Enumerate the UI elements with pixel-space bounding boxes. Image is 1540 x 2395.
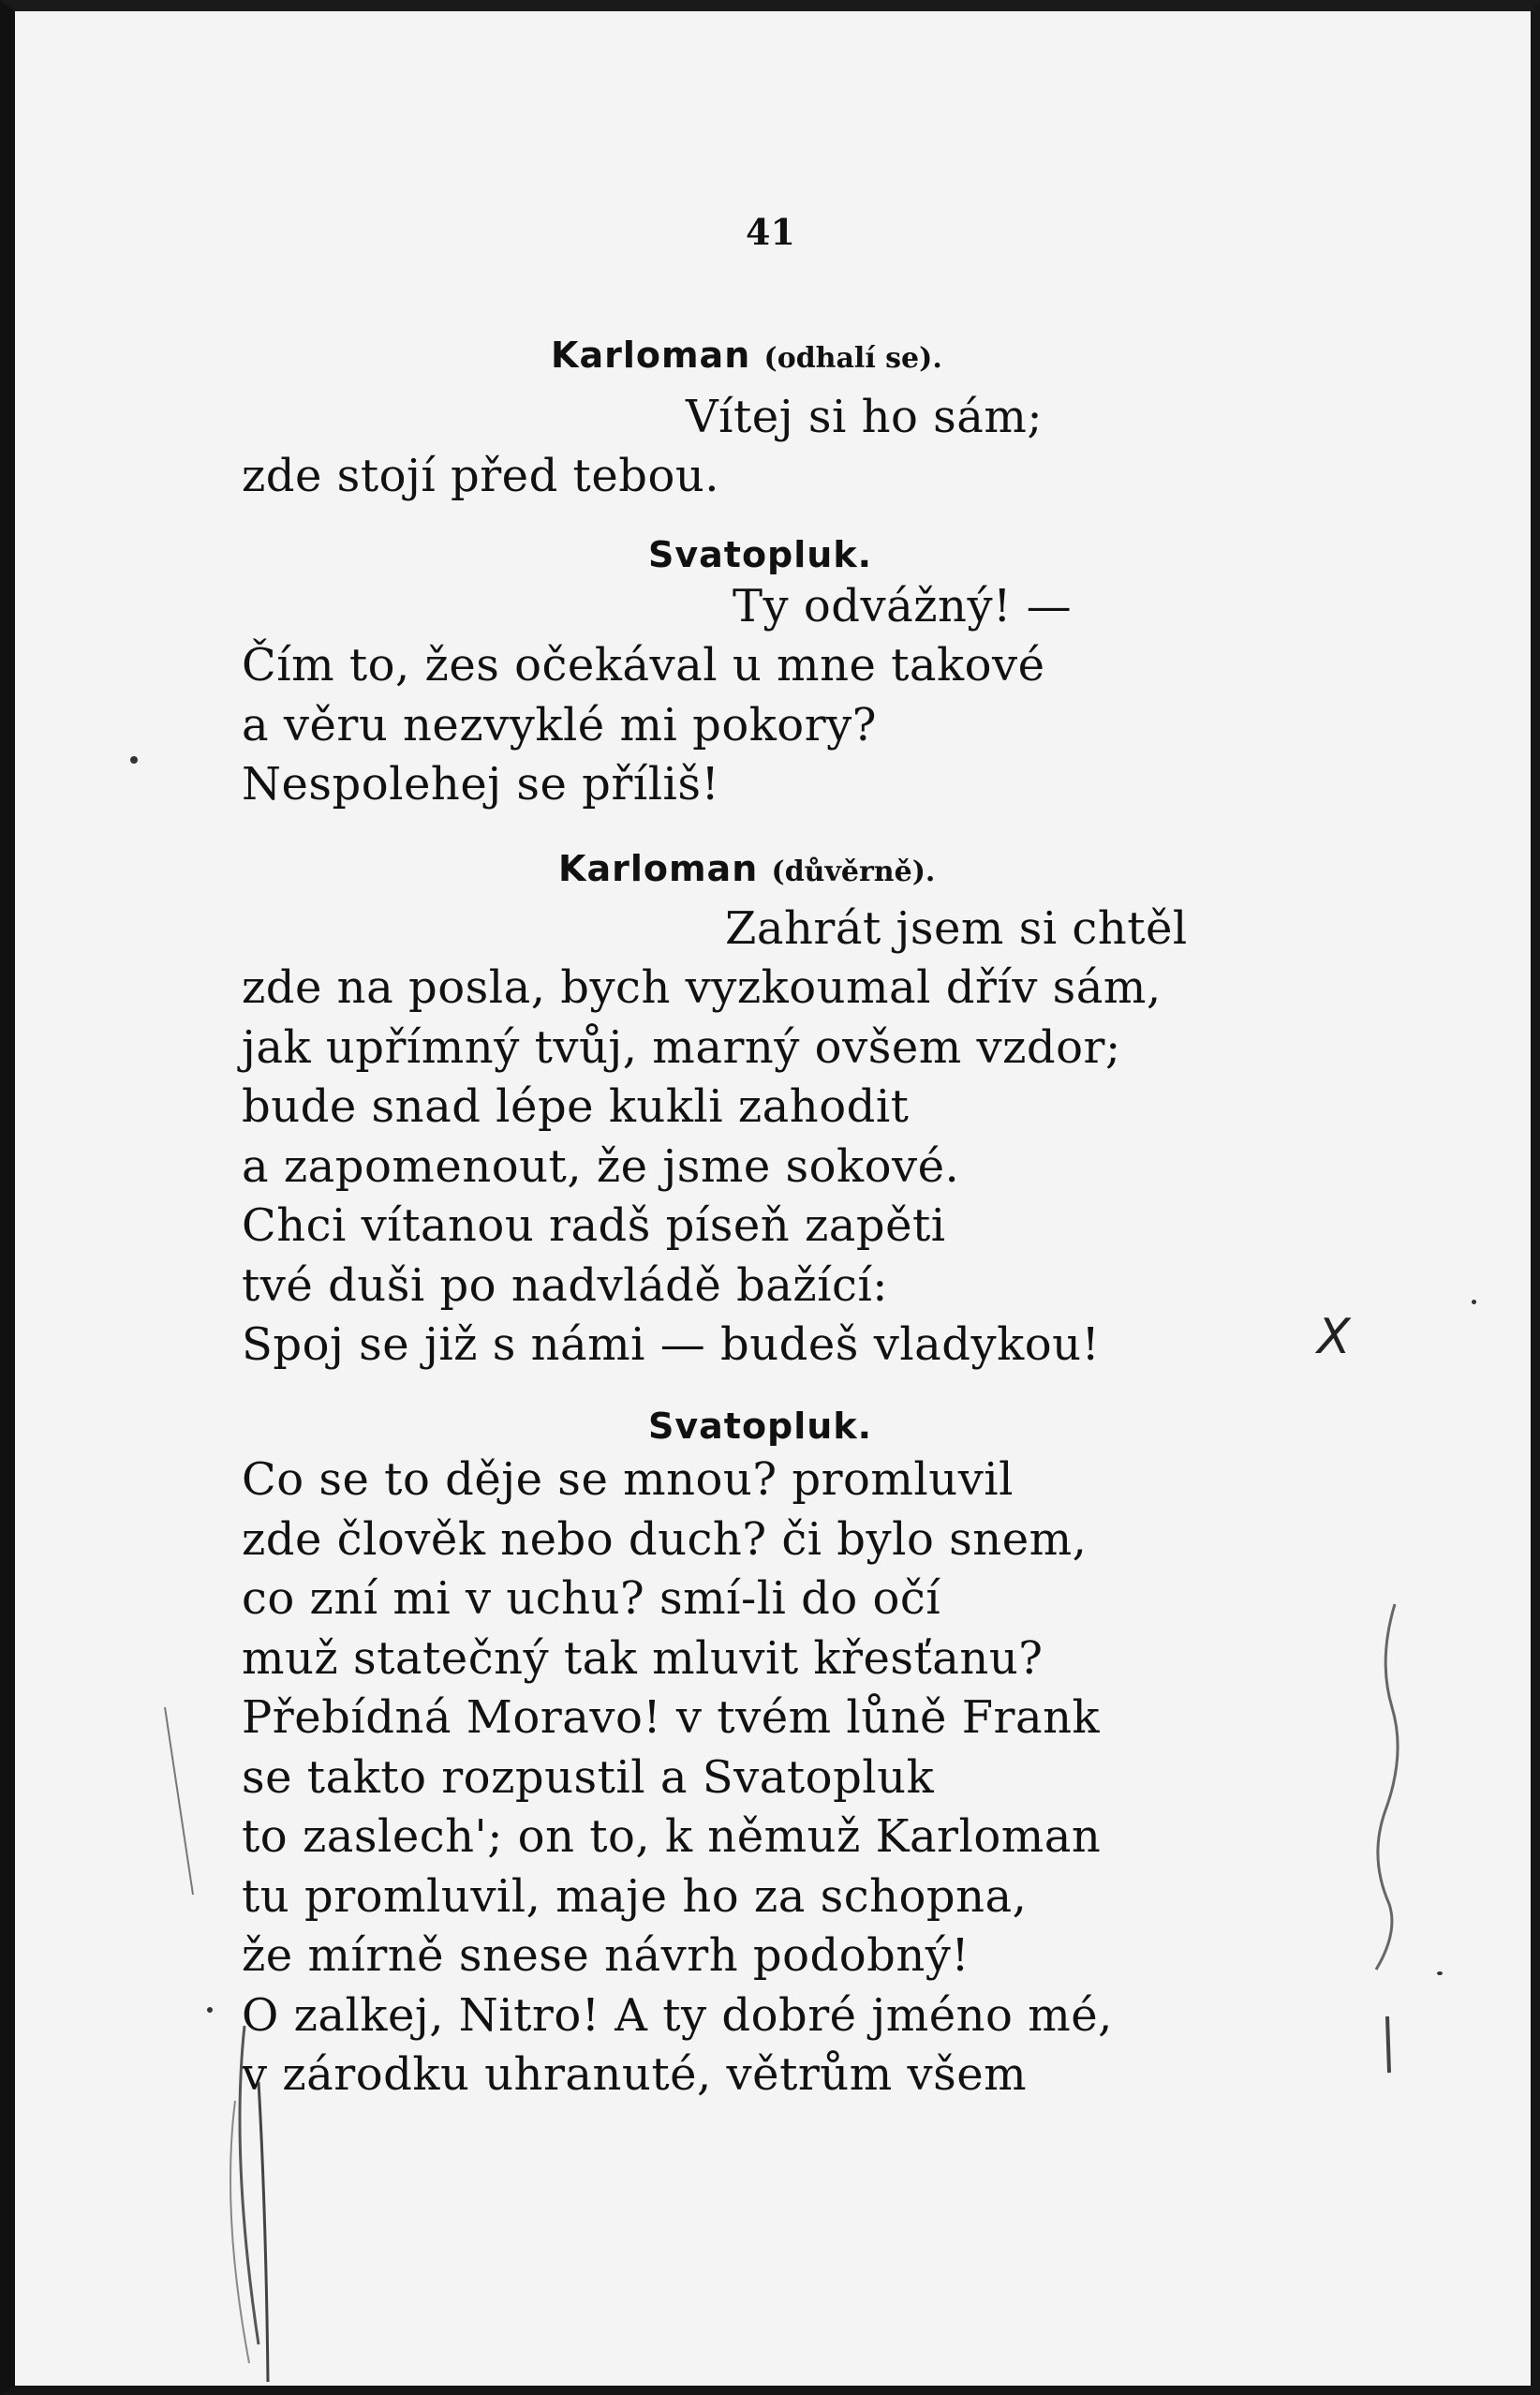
speaker-name: Svatopluk.	[648, 534, 873, 575]
verse-line: Chci vítanou radš píseň zapěti	[242, 1199, 946, 1252]
verse-line: a zapomenout, že jsme sokové.	[242, 1140, 960, 1193]
verse-line: se takto rozpustil a Svatopluk	[242, 1751, 935, 1804]
verse-line: zde na posla, bych vyzkoumal dřív sám,	[242, 961, 1162, 1014]
speaker-heading	[648, 534, 872, 575]
ink-speck	[1472, 1300, 1476, 1304]
speaker-name: Svatopluk.	[648, 1406, 873, 1447]
verse-line: co zní mi v uchu? smí-li do očí	[242, 1572, 941, 1625]
ink-speck	[1437, 1971, 1443, 1975]
ink-speck	[207, 2007, 213, 2013]
verse-line: O zalkej, Nitro! A ty dobré jméno mé,	[242, 1989, 1113, 2042]
margin-x-mark: X	[1317, 1309, 1351, 1365]
verse-line: tu promluvil, maje ho za schopna,	[242, 1870, 1028, 1923]
stage-direction: (důvěrně).	[771, 855, 936, 888]
verse-line: tvé duši po nadvládě bažící:	[242, 1259, 888, 1312]
speaker-heading	[648, 1406, 872, 1447]
verse-line: a věru nezvyklé mi pokory?	[242, 699, 877, 751]
page-number: 41	[746, 211, 795, 253]
verse-line: zde stojí před tebou.	[242, 450, 720, 502]
verse-line: v zárodku uhranuté, větrům všem	[242, 2048, 1028, 2101]
verse-line: Ty odvážný! —	[733, 580, 1073, 632]
ink-speck	[130, 756, 138, 764]
stage-direction: (odhalí se).	[763, 342, 942, 375]
verse-line: Nespolehej se příliš!	[242, 758, 720, 811]
verse-line: že mírně snese návrh podobný!	[242, 1929, 970, 1982]
verse-line: Přebídná Moravo! v tvém lůně Frank	[242, 1691, 1101, 1744]
verse-line: jak upřímný tvůj, marný ovšem vzdor;	[242, 1021, 1121, 1074]
verse-line: Zahrát jsem si chtěl	[725, 902, 1188, 955]
verse-line: to zaslech'; on to, k němuž Karloman	[242, 1810, 1102, 1863]
verse-line: muž statečný tak mluvit křesťanu?	[242, 1632, 1044, 1685]
pencil-left-strokes	[155, 1688, 305, 2395]
pencil-margin-bracket	[1340, 1595, 1415, 2082]
speaker-name: Karloman	[558, 848, 759, 889]
verse-line: Co se to děje se mnou? promluvil	[242, 1453, 1014, 1506]
speaker-heading	[551, 335, 942, 376]
verse-line: Spoj se již s námi — budeš vladykou!	[242, 1318, 1101, 1371]
speaker-heading	[558, 848, 935, 889]
verse-line: Vítej si ho sám;	[686, 391, 1044, 443]
verse-line: zde člověk nebo duch? či bylo snem,	[242, 1513, 1088, 1566]
verse-line: Čím to, žes očekával u mne takové	[242, 639, 1045, 692]
speaker-name: Karloman	[551, 335, 751, 376]
verse-line: bude snad lépe kukli zahodit	[242, 1080, 910, 1133]
